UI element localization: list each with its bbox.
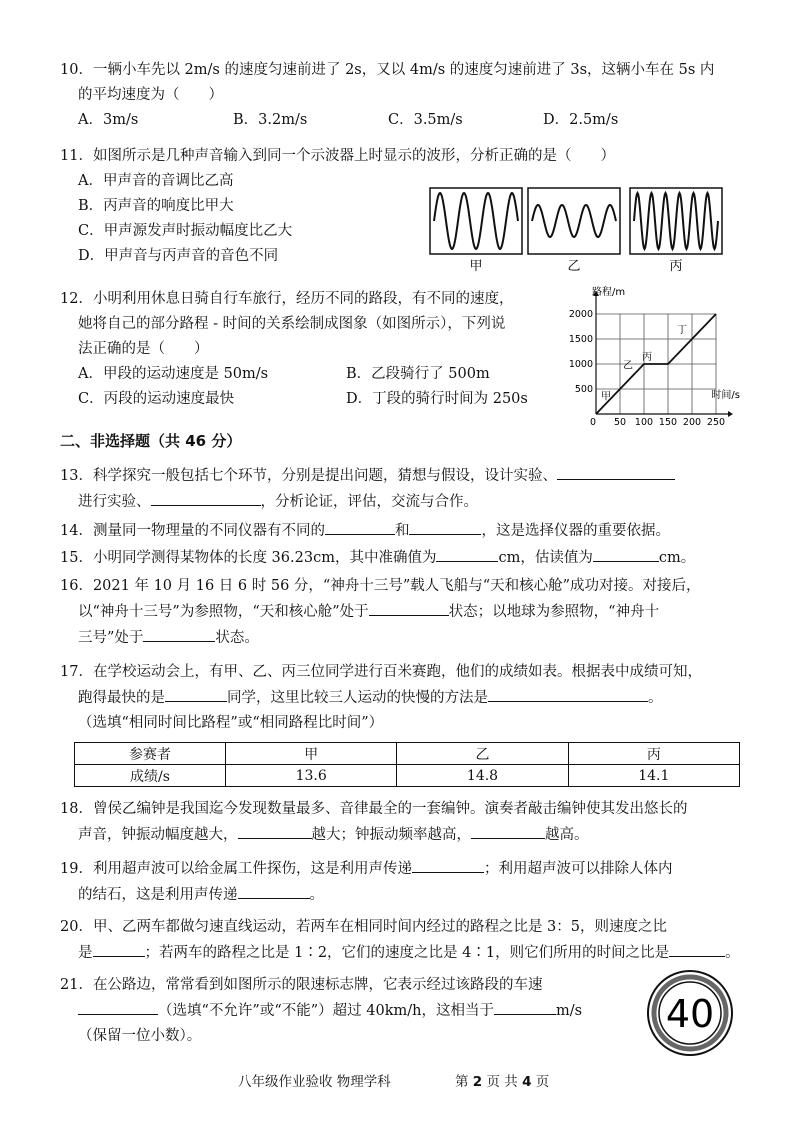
q10-stem-line2: 的平均速度为（ ） xyxy=(78,87,223,103)
footer-current-page: 2 xyxy=(472,1074,483,1090)
q16-blank-2[interactable] xyxy=(143,625,215,642)
q11-option-c: C．甲声源发声时振动幅度比乙大 xyxy=(78,223,293,239)
question-16 xyxy=(60,574,750,651)
footer-page-number xyxy=(455,1070,549,1090)
x-axis-arrow xyxy=(728,411,733,417)
chart-x-axis-label: 时间/s xyxy=(711,390,740,401)
q15-blank-1[interactable] xyxy=(436,545,498,562)
results-table-row xyxy=(75,765,740,787)
q12-option-c: C．丙段的运动速度最快 xyxy=(78,391,235,407)
q10-options xyxy=(60,108,750,133)
question-15 xyxy=(60,545,750,571)
q11-option-d: D．甲声音与丙声音的音色不同 xyxy=(78,248,279,264)
table-header-cell: 丙 xyxy=(568,743,739,765)
x-tick-label: 100 xyxy=(634,417,654,426)
waveform-figure xyxy=(428,186,738,276)
q15-text-a: 15．小明同学测得某物体的长度 36.23cm，其中准确值为 xyxy=(60,550,437,566)
q17-hint: （选填“相同时间比路程”或“相同路程比时间”） xyxy=(78,715,384,731)
x-tick-label: 250 xyxy=(706,417,726,426)
q12-stem-line2: 她将自己的部分路程 - 时间的关系绘制成图象（如图所示），下列说 xyxy=(78,316,506,332)
q10-option-c: C．3.5m/s xyxy=(388,112,463,128)
table-header-cell: 乙 xyxy=(397,743,568,765)
q13-text-a: 13．科学探究一般包括七个环节，分别是提出问题，猜想与假设，设计实验、 xyxy=(60,468,557,484)
q10-stem-line1: 10．一辆小车先以 2m/s 的速度匀速前进了 2s，又以 4m/s 的速度匀速前进了 3s，这辆小车在 5s 内 xyxy=(60,62,715,78)
footer-total-pages: 4 xyxy=(522,1074,532,1090)
question-10 xyxy=(60,58,750,133)
table-cell: 成绩/s xyxy=(75,765,226,787)
waveform-label-yi: 乙 xyxy=(567,259,581,274)
q14-blank-2[interactable] xyxy=(409,518,481,535)
q16-line1: 16．2021 年 10 月 16 日 6 时 56 分，“神舟十三号”载人飞船与“天和核心舱”成功对接。对接后， xyxy=(60,578,701,594)
footer-text: 第 xyxy=(455,1074,473,1090)
q15-text-b: cm，估读值为 xyxy=(498,550,593,566)
q19-text-b: ；利用超声波可以排除人体内 xyxy=(483,861,673,877)
question-18 xyxy=(60,797,750,848)
q19-blank-1[interactable] xyxy=(412,856,484,873)
footer-subject: 八年级作业验收 物理学科 xyxy=(238,1074,391,1090)
distance-time-chart xyxy=(566,284,744,426)
y-tick-label: 2000 xyxy=(568,309,593,320)
table-header-cell: 甲 xyxy=(226,743,397,765)
q19-blank-2[interactable] xyxy=(238,882,310,899)
waveform-bing xyxy=(634,193,718,249)
x-tick-label: 0 xyxy=(589,417,597,426)
q16-text-a: 以“神舟十三号”为参照物，“天和核心舱”处于 xyxy=(78,604,369,620)
footer-text: 页 共 xyxy=(482,1074,523,1090)
q19-text-a: 19．利用超声波可以给金属工件探伤，这是利用声传递 xyxy=(60,861,412,877)
q20-text-a: 是 xyxy=(78,945,93,961)
waveform-box-yi xyxy=(528,188,620,254)
q21-line3: （保留一位小数）。 xyxy=(78,1028,202,1044)
q18-text-c: 越高。 xyxy=(545,827,589,843)
q18-text-a: 声音，钟振动幅度越大， xyxy=(78,827,238,843)
question-14 xyxy=(60,518,750,544)
q20-text-c: 。 xyxy=(725,945,740,961)
question-19 xyxy=(60,856,750,908)
q17-blank-2[interactable] xyxy=(488,685,648,702)
q13-text-c: ，分析论证，评估，交流与合作。 xyxy=(260,494,478,510)
q18-line1: 18．曾侯乙编钟是我国迄今发现数量最多、音律最全的一套编钟。演奏者敲击编钟使其发出悠长的 xyxy=(60,801,688,817)
q21-blank-2[interactable] xyxy=(494,998,556,1015)
waveform-yi xyxy=(532,205,616,237)
q14-blank-1[interactable] xyxy=(325,518,395,535)
y-tick-label: 500 xyxy=(574,384,593,395)
q15-text-c: cm。 xyxy=(658,550,696,566)
x-tick-label: 150 xyxy=(658,417,678,426)
table-cell: 14.8 xyxy=(397,765,568,787)
segment-label: 丙 xyxy=(642,352,652,363)
q21-blank-1[interactable] xyxy=(78,998,158,1015)
q17-blank-1[interactable] xyxy=(165,685,227,702)
sign-speed-value: 40 xyxy=(665,992,715,1036)
waveform-box-jia xyxy=(430,188,522,254)
q10-option-a: A．3m/s xyxy=(78,112,139,128)
question-13 xyxy=(60,463,750,515)
q17-text-c: 。 xyxy=(648,690,663,706)
q16-blank-1[interactable] xyxy=(369,599,449,616)
q19-text-d: 。 xyxy=(309,887,324,903)
q13-text-b: 进行实验、 xyxy=(78,494,151,510)
results-table-header-row xyxy=(75,743,740,765)
question-17 xyxy=(60,660,750,736)
q18-text-b: 越大；钟振动频率越高， xyxy=(311,827,471,843)
q10-option-d: D．2.5m/s xyxy=(543,112,619,128)
q19-text-c: 的结石，这是利用声传递 xyxy=(78,887,238,903)
chart-y-axis-label: 路程/m xyxy=(592,287,626,298)
x-tick-label: 50 xyxy=(613,417,627,426)
footer-text: 页 xyxy=(531,1074,550,1090)
speed-limit-sign xyxy=(645,968,735,1058)
table-header-cell: 参赛者 xyxy=(75,743,226,765)
q21-line1: 21．在公路边，常常看到如图所示的限速标志牌，它表示经过该路段的车速 xyxy=(60,977,543,993)
q11-option-a: A．甲声音的音调比乙高 xyxy=(78,173,234,189)
q17-text-a: 跑得最快的是 xyxy=(78,690,165,706)
q16-text-c: 三号”处于 xyxy=(78,630,144,646)
q12-stem-line3: 法正确的是（ ） xyxy=(78,341,209,357)
chart-ticks xyxy=(569,309,725,426)
q11-option-b: B．丙声音的响度比甲大 xyxy=(78,198,234,214)
question-21 xyxy=(60,973,640,1049)
segment-label: 乙 xyxy=(623,360,633,372)
x-tick-label: 200 xyxy=(682,417,702,426)
results-table xyxy=(74,742,740,787)
q18-blank-2[interactable] xyxy=(471,822,545,839)
q20-line1: 20．甲、乙两车都做匀速直线运动，若两车在相同时间内经过的路程之比是 3：5，则速度之比 xyxy=(60,919,668,935)
q12-option-b: B．乙段骑行了 500m xyxy=(346,366,490,382)
q12-stem-line1: 12．小明利用休息日骑自行车旅行，经历不同的路段，有不同的速度， xyxy=(60,291,514,307)
q14-text-c: ，这是选择仪器的重要依据。 xyxy=(481,523,670,539)
y-tick-label: 1000 xyxy=(568,359,593,370)
segment-label: 甲 xyxy=(601,391,611,403)
segment-label: 丁 xyxy=(677,325,687,336)
q20-blank-1[interactable] xyxy=(93,940,145,957)
q20-blank-2[interactable] xyxy=(669,940,725,957)
q14-text-b: 和 xyxy=(394,523,410,539)
table-cell: 14.1 xyxy=(568,765,739,787)
q18-blank-1[interactable] xyxy=(238,822,312,839)
q12-option-a: A．甲段的运动速度是 50m/s xyxy=(78,366,269,382)
q11-stem: 11．如图所示是几种声音输入到同一个示波器上时显示的波形，分析正确的是（ ） xyxy=(60,148,615,164)
q16-text-d: 状态。 xyxy=(215,630,259,646)
q14-text-a: 14．测量同一物理量的不同仪器有不同的 xyxy=(60,523,325,539)
question-20 xyxy=(60,915,750,966)
q17-text-b: 同学，这里比较三人运动的快慢的方法是 xyxy=(227,690,488,706)
table-cell: 13.6 xyxy=(226,765,397,787)
waveform-label-jia: 甲 xyxy=(469,259,483,274)
q21-text-b: m/s xyxy=(555,1003,583,1019)
q13-blank-1[interactable] xyxy=(557,463,675,480)
q16-text-b: 状态；以地球为参照物，“神舟十 xyxy=(448,604,660,620)
q13-blank-2[interactable] xyxy=(151,489,261,506)
y-tick-label: 1500 xyxy=(568,334,593,345)
q12-option-d: D．丁段的骑行时间为 250s xyxy=(346,391,528,407)
q15-blank-2[interactable] xyxy=(593,545,659,562)
section-heading: 二、非选择题（共 46 分） xyxy=(60,432,242,450)
waveform-label-bing: 丙 xyxy=(669,259,683,274)
q10-option-b: B．3.2m/s xyxy=(233,112,308,128)
q17-line1: 17．在学校运动会上，有甲、乙、丙三位同学进行百米赛跑，他们的成绩如表。根据表中成绩可知， xyxy=(60,664,702,680)
q21-text-a: （选填“不允许”或“不能”）超过 40km/h，这相当于 xyxy=(158,1003,494,1019)
q20-text-b: ；若两车的路程之比是 1∶2，它们的速度之比是 4∶1，则它们所用的时间之比是 xyxy=(144,945,670,961)
waveform-jia xyxy=(434,193,518,249)
